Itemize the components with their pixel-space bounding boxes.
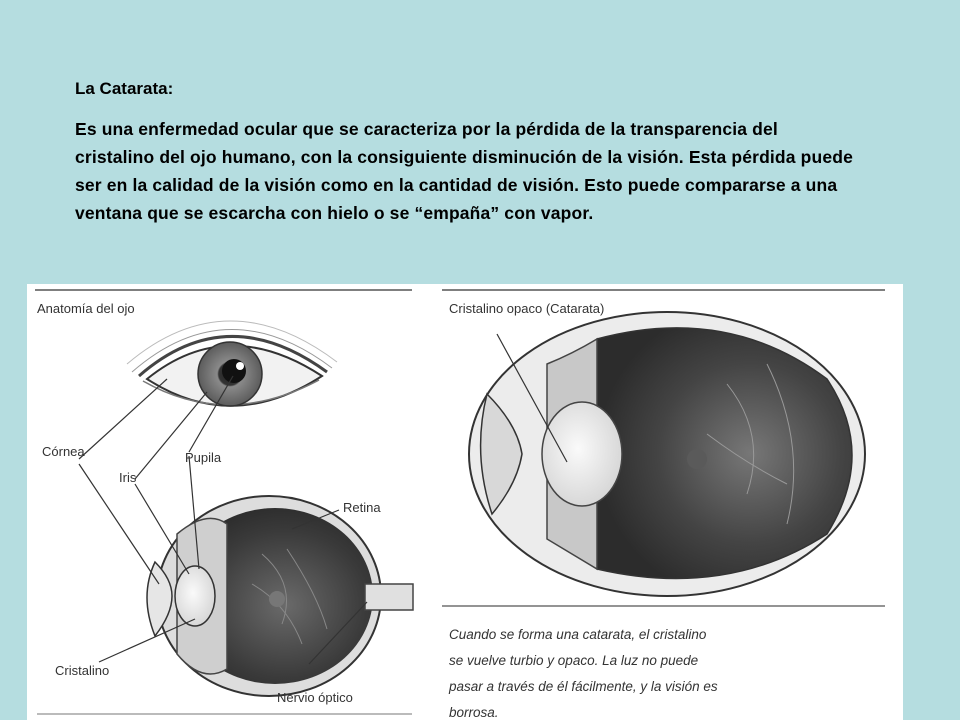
right-heading: Cristalino opaco (Catarata) [449, 301, 605, 316]
left-heading: Anatomía del ojo [37, 301, 135, 316]
left-panel [35, 290, 413, 714]
cataract-eye-icon [469, 312, 865, 596]
slide-body: Es una enfermedad ocular que se caracteriza por la pérdida de la transparencia del cristalino del ojo humano, con la consiguiente disminución de la visión. Esta pérdida puede ser en la calidad de la visión como en la cantidad de visión. Esto puede compararse a una ventana que se escarcha con hielo o se “empaña” con vapor. [75, 119, 853, 223]
slide-title: La Catarata: [75, 79, 174, 98]
label-cornea: Córnea [42, 444, 85, 459]
label-iris: Iris [119, 470, 137, 485]
eye-illustration [27, 284, 903, 720]
right-panel [442, 290, 885, 720]
external-eye-icon [127, 321, 337, 406]
caption-line-2: se vuelve turbio y opaco. La luz no puede [449, 653, 699, 668]
label-nervio-optico: Nervio óptico [277, 690, 353, 705]
text-block [75, 78, 855, 227]
label-retina: Retina [343, 500, 381, 515]
eye-anatomy-figure [27, 284, 903, 720]
caption-line-3: pasar a través de él fácilmente, y la visión es [449, 679, 718, 694]
caption-line-1: Cuando se forma una catarata, el cristalino [449, 627, 707, 642]
label-cristalino: Cristalino [55, 663, 110, 678]
caption-line-4: borrosa. [449, 705, 499, 720]
label-pupila: Pupila [185, 450, 222, 465]
eye-cross-section-icon [147, 496, 413, 696]
